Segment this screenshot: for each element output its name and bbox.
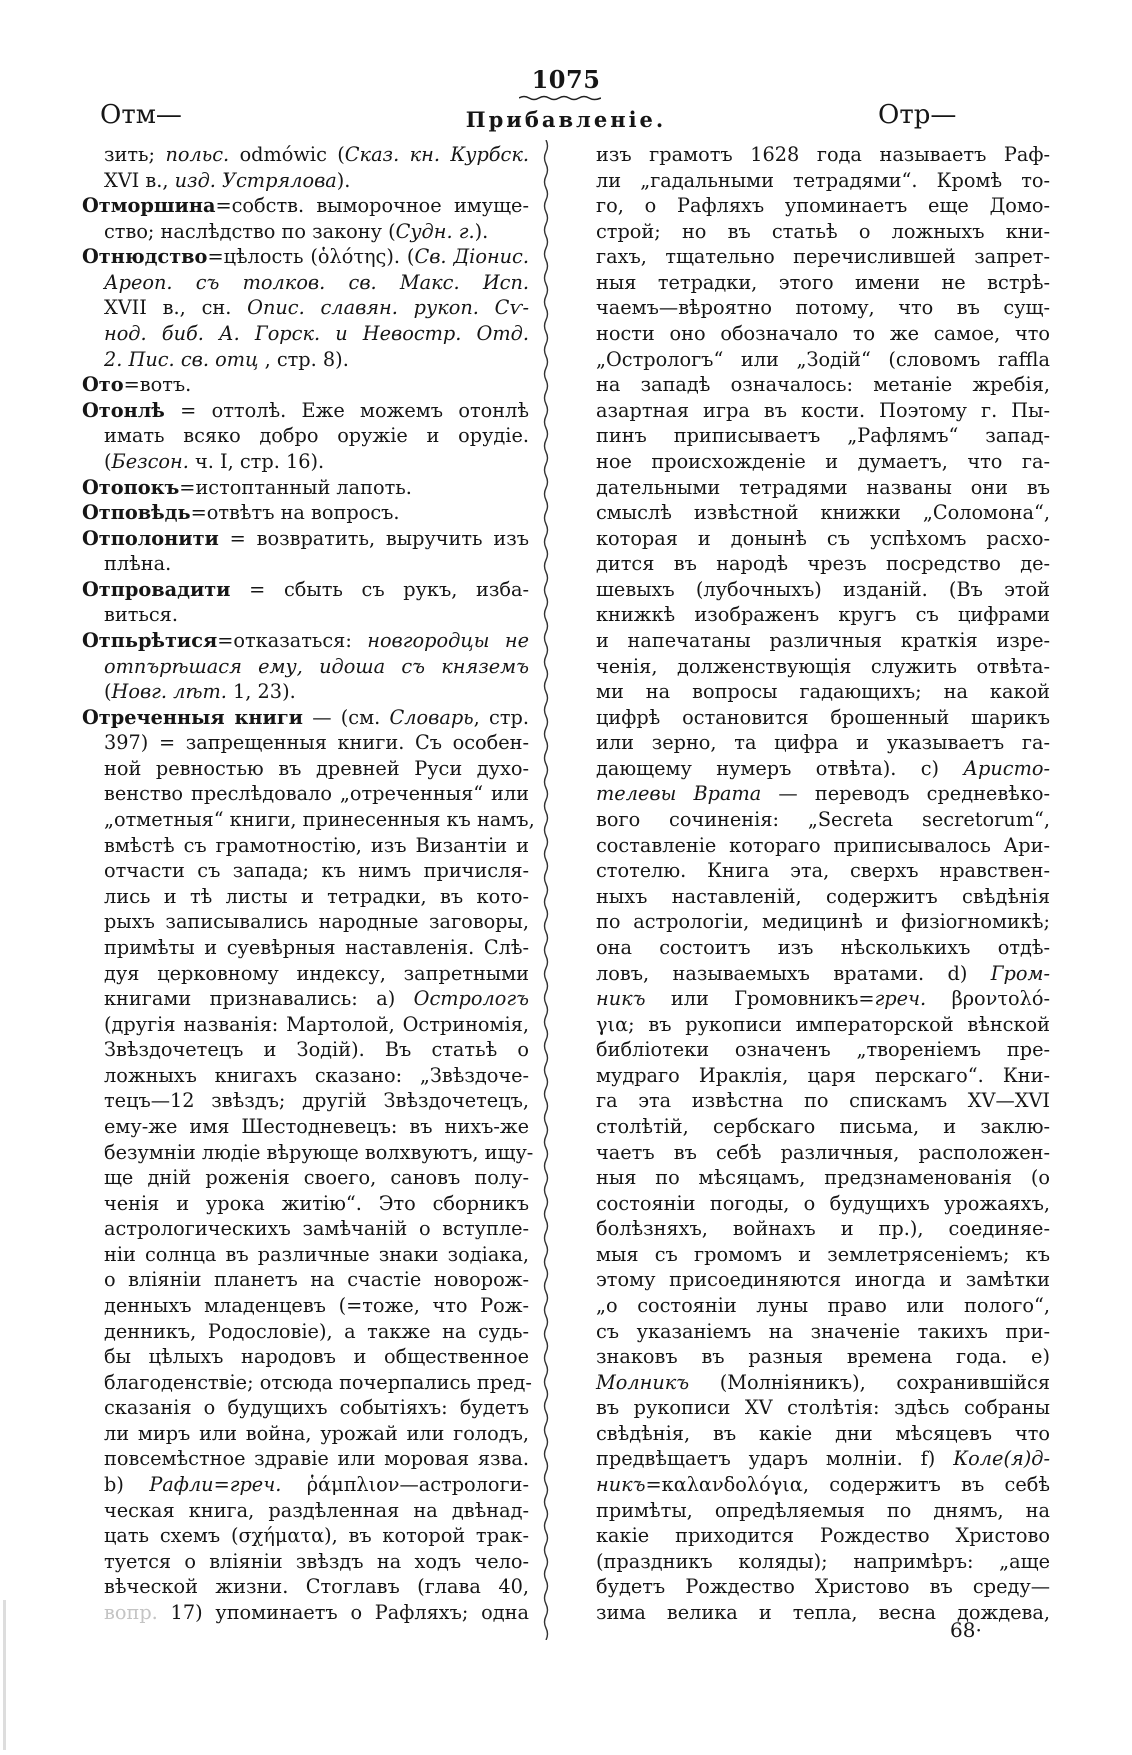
text-run: ченія, долженствующія служить отвѣта- — [596, 654, 1050, 678]
text-line — [82, 756, 529, 782]
text-run: = сбыть съ рукъ, изба- — [230, 577, 529, 601]
italic-citation: телевы Врата — [596, 782, 762, 806]
headword: Отпровадити — [82, 577, 231, 601]
text-line — [82, 321, 529, 347]
text-line — [82, 602, 529, 628]
text-line — [596, 321, 1050, 347]
text-line — [596, 1600, 1050, 1626]
text-run: шевыхъ (лубочныхъ) изданій. (Въ этой — [596, 577, 1050, 601]
italic-citation: никъ — [596, 987, 646, 1011]
text-line — [82, 551, 529, 577]
text-run: цифрѣ остановится брошенный шарикъ — [596, 705, 1050, 729]
text-run: =отвѣтъ на вопросъ. — [190, 501, 400, 525]
text-run: = оттолѣ. Еже можемъ отонлѣ — [164, 398, 529, 422]
text-run: денныхъ младенцевъ (=тоже, что Рож- — [104, 1294, 529, 1318]
text-run: книгами признавались: а) — [104, 987, 414, 1011]
headword: Отпьрѣтися — [82, 628, 218, 652]
headword: Отреченныя книги — [82, 705, 303, 729]
text-line — [596, 423, 1050, 449]
text-line — [596, 526, 1050, 552]
text-run: дающему нумеръ отвѣта). c) — [596, 756, 964, 780]
text-run: венство преслѣдовало „отреченныя“ или — [104, 782, 529, 806]
italic-citation: никъ — [596, 1473, 646, 1497]
italic-citation: Аристо- — [963, 756, 1050, 780]
text-line — [596, 1498, 1050, 1524]
text-line — [596, 1140, 1050, 1166]
text-run: о вліяніи планетъ на счастіе новорож- — [104, 1268, 529, 1292]
text-line — [82, 1549, 529, 1575]
text-run: она состоитъ изъ нѣсколькихъ отдѣ- — [596, 935, 1050, 959]
headword: Ото — [82, 373, 124, 397]
text-run: стотелю. Книга эта, сверхъ нравствен- — [596, 859, 1050, 883]
text-run: которая и донынѣ съ успѣхомъ расхо- — [596, 526, 1050, 550]
text-line — [596, 1574, 1050, 1600]
italic-citation: Судн. г. — [395, 219, 475, 243]
text-run: 1, 23). — [226, 680, 296, 704]
italic-citation: нод. биб. А. Горск. и Невостр. Отд. — [104, 322, 529, 346]
italic-citation: изд. Устрялова — [174, 168, 337, 192]
italic-citation: новгородцы не — [367, 628, 529, 652]
text-line — [82, 193, 529, 219]
text-run: лись и тѣ листы и тетрадки, въ кото- — [104, 884, 529, 908]
text-line — [82, 1191, 529, 1217]
left-running-head: Отм— — [100, 100, 182, 130]
text-run: гахъ, тщательно перечислившей запрет- — [596, 245, 1050, 269]
text-run: рыхъ записывались народные заговоры, — [104, 910, 529, 934]
text-line — [82, 1574, 529, 1600]
text-line — [82, 909, 529, 935]
text-line — [82, 730, 529, 756]
text-line — [596, 807, 1050, 833]
text-line — [82, 1472, 529, 1498]
italic-citation: Молникъ — [596, 1370, 690, 1394]
text-line — [596, 142, 1050, 168]
text-line — [596, 1421, 1050, 1447]
text-line — [596, 1216, 1050, 1242]
italic-citation: Безсон. — [111, 449, 189, 473]
text-line — [82, 781, 529, 807]
text-run: на западѣ означалось: метаніе жребія, — [596, 373, 1050, 397]
italic-citation: Опис. славян. рукоп. Сѵ- — [247, 296, 529, 320]
section-title: Прибавленіе. — [465, 107, 667, 132]
headword: Отопокъ — [82, 475, 180, 499]
text-run: го, о Рафляхъ упоминаетъ еще Домо- — [596, 194, 1050, 218]
text-line — [596, 730, 1050, 756]
text-line — [82, 372, 529, 398]
text-run: Звѣздочетецъ и Зодій). Въ статьѣ о — [104, 1038, 529, 1062]
text-line — [596, 1267, 1050, 1293]
text-line — [596, 961, 1050, 987]
text-line — [82, 884, 529, 910]
text-line — [82, 1114, 529, 1140]
text-line — [82, 807, 535, 833]
headword: Отповѣдь — [82, 501, 191, 525]
text-run: вмѣстѣ съ грамотностію, изъ Византіи и — [104, 833, 529, 857]
text-run: повсемѣстное здравіе или моровая язва. — [104, 1447, 529, 1471]
faded-text: вопр. — [104, 1600, 158, 1624]
text-run: цать схемъ (σχήματα), въ которой трак- — [104, 1524, 529, 1548]
text-line — [596, 551, 1050, 577]
text-line — [596, 781, 1050, 807]
italic-citation: Острологъ — [413, 987, 529, 1011]
text-run: чаемъ—вѣроятно потому, что въ сущ- — [596, 296, 1050, 320]
text-line — [82, 654, 529, 680]
text-run: ченія и урока житію“. Это сборникъ — [104, 1191, 529, 1215]
text-line — [82, 935, 529, 961]
text-run: астрологическихъ замѣчаній о вступле- — [104, 1217, 529, 1241]
text-line — [82, 142, 529, 168]
text-line — [82, 986, 529, 1012]
text-run: бы цѣлыхъ народовъ и общественное — [104, 1345, 529, 1369]
italic-citation: греч. — [874, 987, 927, 1011]
text-line — [596, 1165, 1050, 1191]
text-run: ли „гадальными тетрадями“. Кромѣ то- — [596, 168, 1050, 192]
text-line — [596, 705, 1050, 731]
text-run: ніи солнца въ различные знаки зодіака, — [104, 1242, 529, 1266]
text-line — [82, 577, 529, 603]
text-run: зить; — [104, 143, 166, 166]
text-run: =отказаться: — [217, 628, 368, 652]
text-run: плѣна. — [104, 552, 172, 576]
italic-citation: Св. Діонис. — [414, 245, 529, 269]
text-run: пинъ приписываетъ „Рафлямъ“ запад- — [596, 424, 1050, 448]
text-run: ( — [104, 449, 112, 473]
text-line — [82, 295, 529, 321]
right-running-head: Отр— — [878, 100, 957, 130]
text-line — [82, 1395, 529, 1421]
text-run: предвѣщаетъ ударъ молніи. f) — [596, 1447, 954, 1471]
text-line — [596, 833, 1050, 859]
text-line — [596, 602, 1050, 628]
text-run: вѣческой жизни. Стоглавъ (глава 40, — [104, 1575, 529, 1599]
text-run: b) — [104, 1473, 150, 1497]
text-line — [82, 347, 529, 373]
text-line — [82, 1037, 529, 1063]
text-line — [82, 1140, 534, 1166]
text-line — [82, 449, 529, 475]
text-line — [596, 654, 1050, 680]
text-run: , стр. — [473, 705, 529, 729]
text-line — [82, 500, 529, 526]
text-run: =καλανδολόγια, содержитъ въ себѣ — [645, 1473, 1050, 1497]
text-line — [82, 1242, 529, 1268]
text-line — [596, 500, 1050, 526]
text-run: вого сочиненія: „Secreta secretorum“, — [596, 808, 1050, 832]
text-line — [596, 577, 1050, 603]
italic-citation: отпърѣшася ему, идоша съ княземъ — [104, 654, 529, 678]
text-run: знаковъ въ разныя времена года. e) — [596, 1345, 1050, 1369]
text-line — [82, 219, 529, 245]
text-run: какіе приходится Рождество Христово — [596, 1524, 1050, 1548]
italic-citation: Гром- — [990, 961, 1050, 985]
text-line — [596, 628, 1050, 654]
text-run: (другія названія: Мартолой, Остриномія, — [104, 1012, 529, 1036]
text-run: (Молніяникъ), сохранившійся — [689, 1370, 1050, 1394]
text-run: составленіе котораго приписывалось Ари- — [596, 833, 1050, 857]
text-run: смыслѣ извѣстной книжки „Соломона“, — [596, 501, 1050, 525]
text-line — [596, 270, 1050, 296]
text-run: XVII в., сн. — [104, 296, 248, 320]
text-line — [596, 295, 1050, 321]
page-number-underline-ornament — [519, 95, 601, 101]
italic-citation: 2. Пис. св. отц — [104, 347, 259, 371]
text-line — [596, 1472, 1050, 1498]
text-run: сказанія о будущихъ событіяхъ: будетъ — [104, 1396, 529, 1420]
text-line — [82, 1165, 529, 1191]
text-line — [596, 1242, 1050, 1268]
text-run: примѣты, опредѣляемыя по днямъ, на — [596, 1498, 1050, 1522]
text-line — [82, 475, 529, 501]
text-line — [82, 679, 529, 705]
text-run: книжкѣ изображенъ кругъ съ цифрами — [596, 603, 1050, 627]
text-line — [82, 1063, 529, 1089]
text-run: =истоптанный лапоть. — [179, 475, 412, 499]
text-line — [82, 1012, 529, 1038]
text-run: болѣзняхъ, войнахъ и пр.), соединяе- — [596, 1217, 1050, 1241]
text-line — [596, 1114, 1050, 1140]
text-run: ное происхожденіе и думаетъ, что га- — [596, 449, 1050, 473]
text-run: примѣты и суевѣрныя наставленія. Слѣ- — [104, 935, 529, 959]
text-line — [82, 1600, 529, 1626]
text-run: безумніи людіе вѣрующе волхвуютъ, ищу- — [104, 1140, 534, 1164]
text-line — [82, 1421, 529, 1447]
text-line — [82, 168, 529, 194]
text-line — [82, 1319, 529, 1345]
text-line — [596, 986, 1050, 1012]
text-run: или зерно, та цифра и указываетъ га- — [596, 731, 1050, 755]
text-run: этому присоединяются иногда и замѣтки — [596, 1268, 1050, 1292]
text-line — [596, 244, 1050, 270]
text-run: и напечатаны различныя краткія изре- — [596, 628, 1050, 652]
text-run: га эта извѣстна по спискамъ XV—XVI — [596, 1089, 1050, 1113]
text-run: съ указаніемъ на значеніе такихъ при- — [596, 1319, 1050, 1343]
text-line — [82, 398, 529, 424]
text-run: мыя съ громомъ и землетрясеніемъ; къ — [596, 1242, 1050, 1266]
text-run: =вотъ. — [123, 373, 192, 397]
text-line — [596, 193, 1050, 219]
text-line — [596, 884, 1050, 910]
text-run: строй; но въ статьѣ о ложныхъ кни- — [596, 219, 1050, 243]
italic-citation: Ареоп. съ толков. св. Макс. Исп. — [104, 270, 529, 294]
text-run: ныхъ наставленій, содержитъ свѣдѣнія — [596, 884, 1050, 908]
headword: Отонлѣ — [82, 398, 165, 422]
text-run: ныя тетрадки, этого имени не встрѣ- — [596, 270, 1050, 294]
text-run: XVI в., — [104, 168, 175, 192]
headword: Отморшина — [82, 194, 216, 218]
text-run: столѣтій, сербскаго письма, и заклю- — [596, 1114, 1050, 1138]
text-run: ложныхъ книгахъ сказано: „Звѣздоче- — [104, 1063, 529, 1087]
text-run: ли миръ или война, урожай или голодъ, — [104, 1421, 529, 1445]
text-line — [596, 1523, 1050, 1549]
text-run: odmówic ( — [229, 143, 345, 166]
page-edge — [3, 1600, 6, 1750]
text-line — [596, 1370, 1050, 1396]
text-run: „о состояніи луны право или полого“, — [596, 1294, 1050, 1318]
text-line — [596, 219, 1050, 245]
text-run: ство; наслѣдство по закону ( — [104, 219, 396, 243]
italic-citation: Коле(я)д- — [953, 1447, 1050, 1471]
text-line — [596, 1088, 1050, 1114]
text-line — [82, 1216, 529, 1242]
text-line — [82, 833, 529, 859]
italic-citation: Рафли=греч. — [149, 1473, 282, 1497]
text-run: ловъ, называемыхъ вратами. d) — [596, 961, 991, 985]
text-run: состояніи погоды, о будущихъ урожаяхъ, — [596, 1191, 1050, 1215]
text-run: дуя церковному индексу, запретными — [104, 961, 529, 985]
text-line — [82, 961, 529, 987]
text-line — [82, 1088, 529, 1114]
text-run: ). — [336, 168, 351, 192]
text-run: благоденствіе; отсюда почерпались пред- — [104, 1370, 532, 1394]
italic-citation: Словарь — [389, 705, 474, 729]
signature-mark: 68· — [950, 1618, 982, 1642]
text-run: ч. I, стр. 16). — [188, 449, 325, 473]
text-run: 397) = запрещенныя книги. Съ особен- — [104, 731, 529, 755]
text-run: виться. — [104, 603, 178, 627]
text-line — [596, 1191, 1050, 1217]
text-run: για; въ рукописи императорской вѣнской — [596, 1012, 1050, 1036]
text-line — [596, 1293, 1050, 1319]
text-line — [82, 1293, 529, 1319]
text-line — [596, 909, 1050, 935]
text-run: ческая книга, раздѣленная на двѣнад- — [104, 1498, 529, 1522]
text-line — [596, 935, 1050, 961]
text-line — [82, 1370, 532, 1396]
text-run: — переводъ средневѣко- — [761, 782, 1050, 806]
text-run: , стр. 8). — [258, 347, 349, 371]
text-line — [82, 423, 529, 449]
text-line — [596, 1344, 1050, 1370]
text-run: ныя по мѣсяцамъ, предзнаменованія (о — [596, 1166, 1050, 1190]
text-run: ῥάμπλιον—астрологи- — [281, 1473, 529, 1497]
text-run: (праздникъ коляды); напримѣръ: „аще — [596, 1549, 1050, 1573]
text-line — [596, 398, 1050, 424]
text-run: ще дній роженія своего, сановъ полу- — [104, 1166, 529, 1190]
text-line — [596, 1549, 1050, 1575]
text-line — [596, 372, 1050, 398]
text-line — [82, 270, 529, 296]
headword: Отполонити — [82, 526, 219, 550]
text-line — [596, 1063, 1050, 1089]
text-line — [82, 628, 529, 654]
text-run: ( — [104, 680, 112, 704]
text-line — [82, 858, 529, 884]
text-run: денникъ, Родословіе), а также на судь- — [104, 1319, 529, 1343]
text-line — [596, 347, 1050, 373]
text-run: будетъ Рождество Христово въ среду— — [596, 1575, 1050, 1599]
italic-citation: Сказ. кн. Курбск. — [344, 143, 529, 166]
headword: Отнюдство — [82, 245, 208, 269]
text-line — [596, 449, 1050, 475]
text-line — [82, 1523, 529, 1549]
text-run: =собств. выморочное имуще- — [215, 194, 529, 218]
text-line — [596, 1319, 1050, 1345]
text-line — [596, 1037, 1050, 1063]
text-run: ми на вопросы гадающихъ; на какой — [596, 680, 1050, 704]
column-divider-wavy-rule — [541, 140, 551, 1640]
italic-citation: Новг. лѣт. — [111, 680, 227, 704]
text-run: зима велика и тепла, весна дождева, — [596, 1600, 1050, 1624]
text-run: ему-же имя Шестодневецъ: въ нихъ-же — [104, 1114, 529, 1138]
text-line — [82, 1446, 529, 1472]
text-run: ной ревностью въ древней Руси духо- — [104, 756, 529, 780]
text-line — [82, 1498, 529, 1524]
text-line — [82, 1267, 529, 1293]
text-run: ности оно обозначало то же самое, что — [596, 322, 1050, 346]
text-line — [596, 168, 1050, 194]
text-line — [596, 1395, 1050, 1421]
text-run: библіотеки означенъ „твореніемъ пре- — [596, 1038, 1050, 1062]
text-line — [596, 858, 1050, 884]
text-line — [82, 526, 529, 552]
text-run: по астрологіи, медицинѣ и физіогномикѣ; — [596, 910, 1050, 934]
text-run: дится въ народѣ чрезъ посредство де- — [596, 552, 1050, 576]
text-run: изъ грамотъ 1628 года называетъ Раф- — [596, 143, 1050, 166]
text-run: въ рукописи XV столѣтія: здѣсь собраны — [596, 1396, 1050, 1420]
text-run: тецъ—12 звѣздъ; другій Звѣздочетецъ, — [104, 1089, 529, 1113]
text-run: имать всяко добро оружіе и орудіе. — [104, 424, 529, 448]
text-run: =цѣлость (ὁλότης). ( — [207, 245, 415, 269]
text-line — [596, 475, 1050, 501]
text-line — [82, 244, 529, 270]
text-line — [596, 679, 1050, 705]
page-number: 1075 — [531, 65, 601, 94]
text-run: свѣдѣнія, въ какіе дни мѣсяцевъ что — [596, 1421, 1050, 1445]
text-run: — (см. — [302, 705, 390, 729]
text-run: = возвратить, выручить изъ — [218, 526, 529, 550]
text-run: βροντολό- — [926, 987, 1051, 1011]
left-column — [82, 142, 535, 1626]
text-line — [596, 756, 1050, 782]
text-run: 17) упоминаетъ о Рафляхъ; одна — [157, 1600, 529, 1624]
text-line — [596, 1446, 1050, 1472]
text-run: мудраго Ираклія, царя перскаго“. Кни- — [596, 1063, 1050, 1087]
text-run: азартная игра въ кости. Поэтому г. Пы- — [596, 398, 1050, 422]
text-line — [82, 705, 529, 731]
italic-citation: польс. — [165, 143, 230, 166]
text-run: „отметныя“ книги, принесенныя къ намъ, — [104, 808, 535, 832]
text-run: или Громовникъ= — [645, 987, 875, 1011]
text-line — [596, 1012, 1050, 1038]
text-line — [82, 1344, 529, 1370]
text-run: „Острологъ“ или „Зодій“ (словомъ raffla — [596, 347, 1050, 371]
right-column — [596, 142, 1050, 1626]
text-run: дательными тетрадями названы они въ — [596, 475, 1050, 499]
text-run: ). — [474, 219, 489, 243]
text-run: туется о вліяніи звѣздъ на ходъ чело- — [104, 1549, 529, 1573]
text-run: отчасти съ запада; къ нимъ причисля- — [104, 859, 529, 883]
text-run: чаетъ въ себѣ различныя, расположен- — [596, 1140, 1050, 1164]
